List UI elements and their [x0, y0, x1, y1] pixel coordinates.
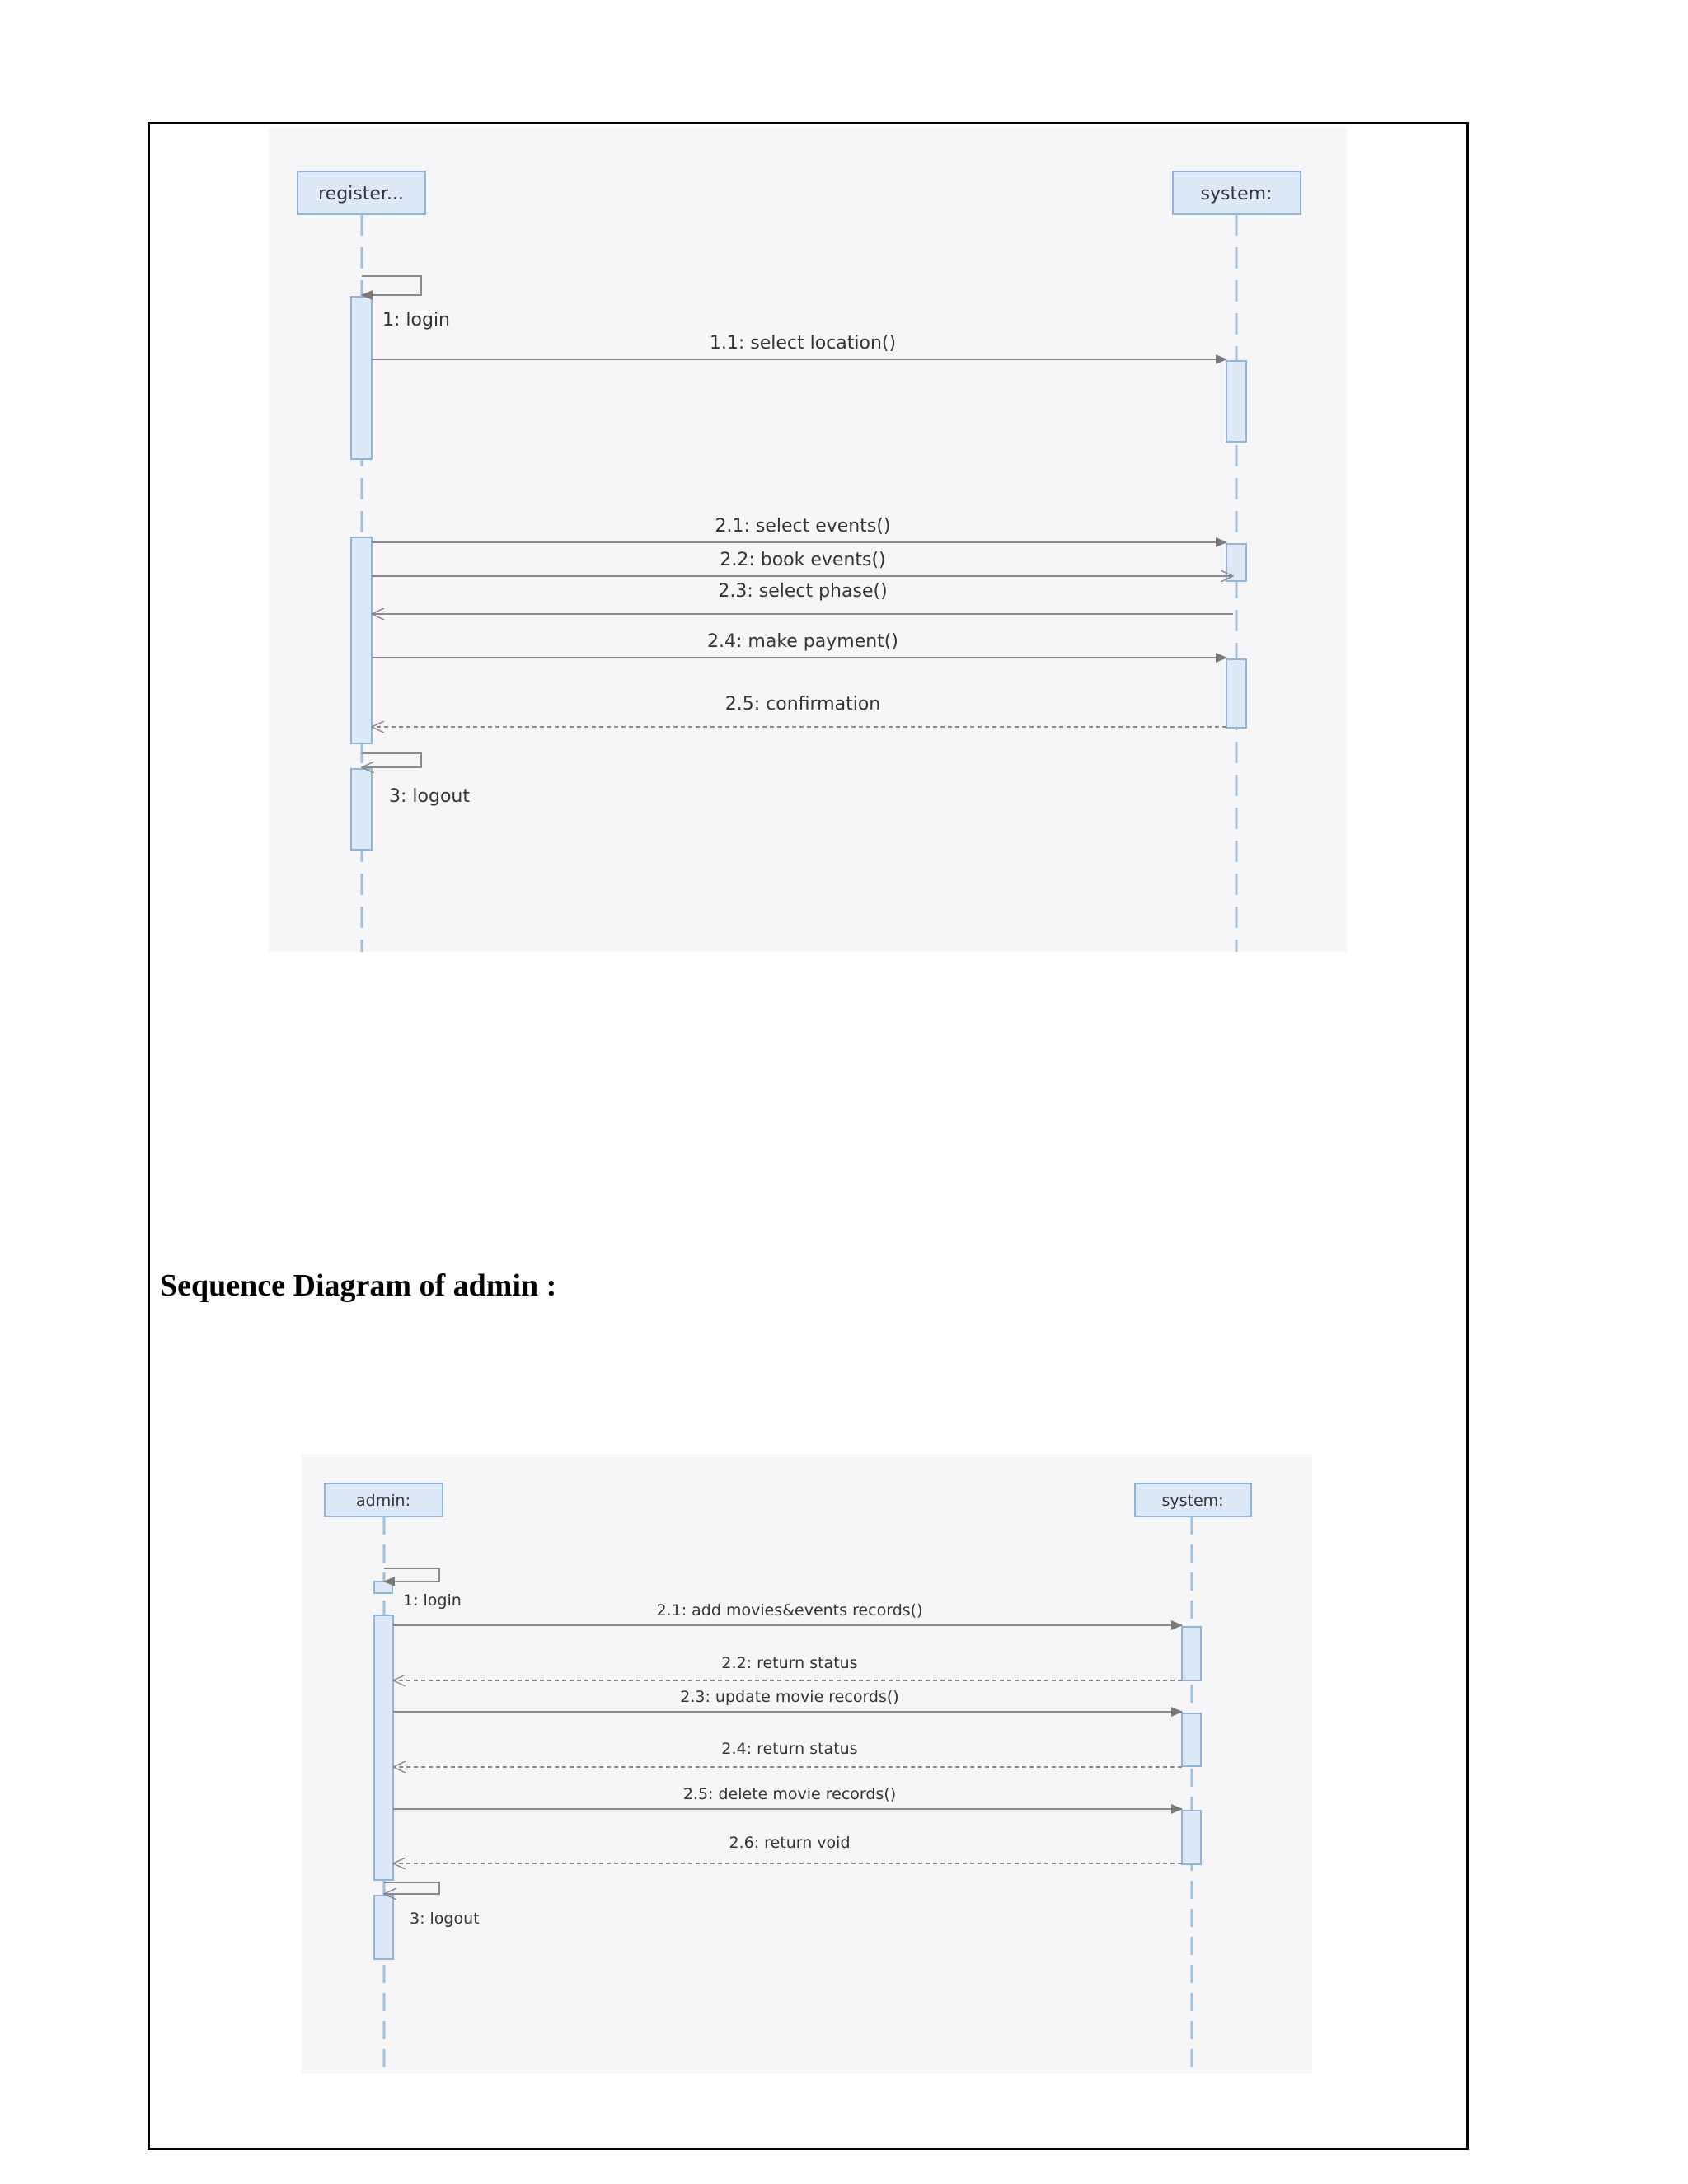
- message-update-records: [393, 1688, 1182, 1712]
- message-login: [362, 276, 450, 330]
- activation-bar: [374, 1582, 392, 1593]
- activation-bar: [1182, 1811, 1201, 1864]
- activation-bar: [374, 1896, 393, 1959]
- message-select-location: [372, 333, 1226, 359]
- activation-bar: [351, 297, 372, 459]
- message-label: 1: login: [403, 1591, 462, 1610]
- message-label: 3: logout: [410, 1910, 480, 1928]
- message-logout: [362, 753, 470, 807]
- activation-bar: [1182, 1627, 1201, 1680]
- message-delete-records: [393, 1785, 1182, 1809]
- message-label: 2.3: update movie records(): [680, 1688, 899, 1706]
- message-label: 2.2: book events(): [720, 550, 886, 570]
- message-label: 3: logout: [389, 786, 470, 807]
- message-add-records: [393, 1601, 1182, 1625]
- message-label: 2.5: confirmation: [724, 694, 881, 715]
- message-confirmation: [372, 694, 1226, 727]
- message-select-events: [372, 516, 1226, 542]
- message-label: 2.1: select events(): [715, 516, 891, 537]
- message-label: 2.5: delete movie records(): [682, 1785, 897, 1803]
- activation-bar: [351, 769, 372, 850]
- message-label: 2.1: add movies&events records(): [656, 1601, 923, 1619]
- activation-bar: [1182, 1713, 1201, 1766]
- message-label: 2.4: return status: [721, 1740, 858, 1758]
- message-label: 2.6: return void: [729, 1834, 851, 1852]
- register-sequence-diagram: [269, 128, 1347, 952]
- message-return-void: [393, 1834, 1182, 1863]
- message-return-status: [393, 1740, 1182, 1767]
- message-make-payment: [372, 631, 1226, 658]
- message-return-status: [393, 1654, 1182, 1680]
- lifeline-register-label: register...: [318, 184, 404, 204]
- section-heading: Sequence Diagram of admin :: [160, 1268, 557, 1303]
- activation-bar: [351, 537, 372, 743]
- admin-sequence-diagram: [302, 1454, 1312, 2074]
- lifeline-system-label: system:: [1161, 1492, 1224, 1510]
- message-label: 1.1: select location(): [709, 333, 897, 354]
- activation-bar: [1226, 659, 1246, 728]
- lifeline-admin-label: admin:: [356, 1492, 410, 1510]
- message-label: 2.3: select phase(): [718, 581, 888, 602]
- message-label: 2.4: make payment(): [707, 631, 898, 652]
- activation-bar: [1226, 361, 1246, 442]
- message-select-phase: [372, 581, 1233, 614]
- message-logout: [384, 1882, 480, 1928]
- lifeline-system-label: system:: [1200, 184, 1273, 204]
- message-book-events: [372, 550, 1233, 576]
- activation-bar: [374, 1615, 393, 1880]
- lifeline-system: [1135, 1483, 1251, 2074]
- message-label: 2.2: return status: [721, 1654, 858, 1672]
- message-label: 1: login: [382, 310, 450, 330]
- message-login: [384, 1568, 462, 1610]
